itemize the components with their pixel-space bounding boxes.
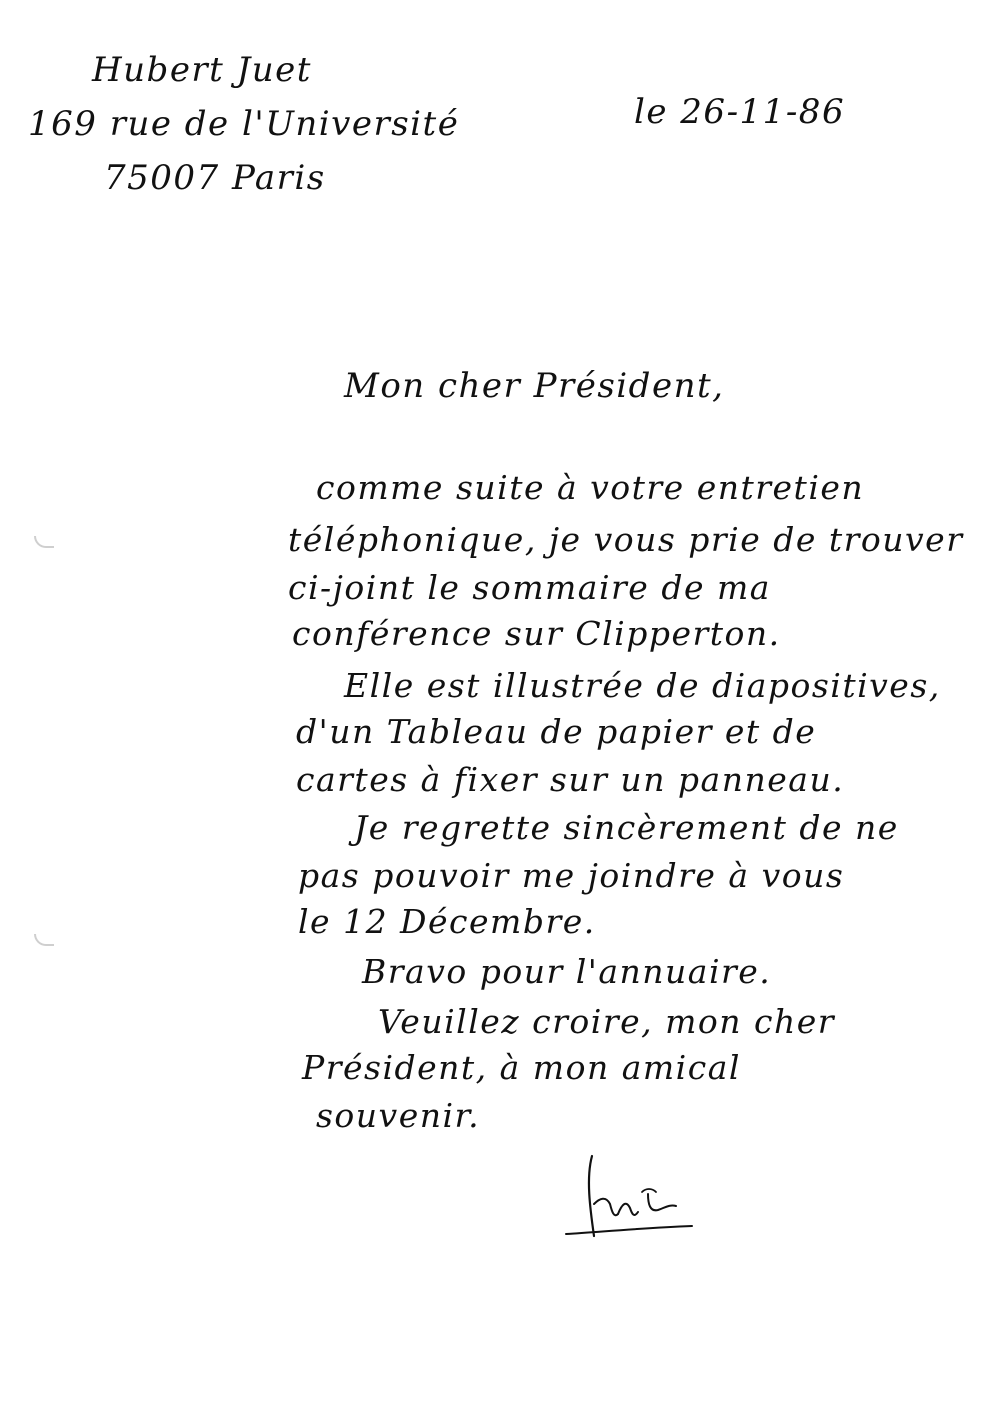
salutation: Mon cher Président, — [344, 366, 725, 406]
body-line: Elle est illustrée de diapositives, — [344, 666, 941, 705]
body-line: cartes à fixer sur un panneau. — [296, 760, 845, 799]
body-line: le 12 Décembre. — [298, 902, 596, 941]
sender-name: Hubert Juet — [92, 50, 312, 90]
sender-street: 169 rue de l'Université — [28, 104, 460, 144]
body-line: conférence sur Clipperton. — [292, 614, 781, 653]
body-line: Bravo pour l'annuaire. — [362, 952, 772, 991]
letter-date: le 26-11-86 — [634, 92, 846, 132]
body-line: souvenir. — [316, 1096, 481, 1135]
body-line: comme suite à votre entretien — [316, 468, 865, 507]
sender-city: 75007 Paris — [104, 158, 326, 198]
body-line: téléphonique, je vous prie de trouver — [288, 520, 964, 559]
body-line: pas pouvoir me joindre à vous — [298, 856, 845, 895]
body-line: Président, à mon amical — [302, 1048, 741, 1087]
body-line: d'un Tableau de papier et de — [296, 712, 817, 751]
handwritten-signature — [560, 1148, 700, 1248]
body-line: ci-joint le sommaire de ma — [288, 568, 771, 607]
punch-hole-mark — [34, 536, 54, 548]
body-line: Veuillez croire, mon cher — [378, 1002, 836, 1041]
body-line: Je regrette sincèrement de ne — [354, 808, 899, 847]
punch-hole-mark — [34, 934, 54, 946]
